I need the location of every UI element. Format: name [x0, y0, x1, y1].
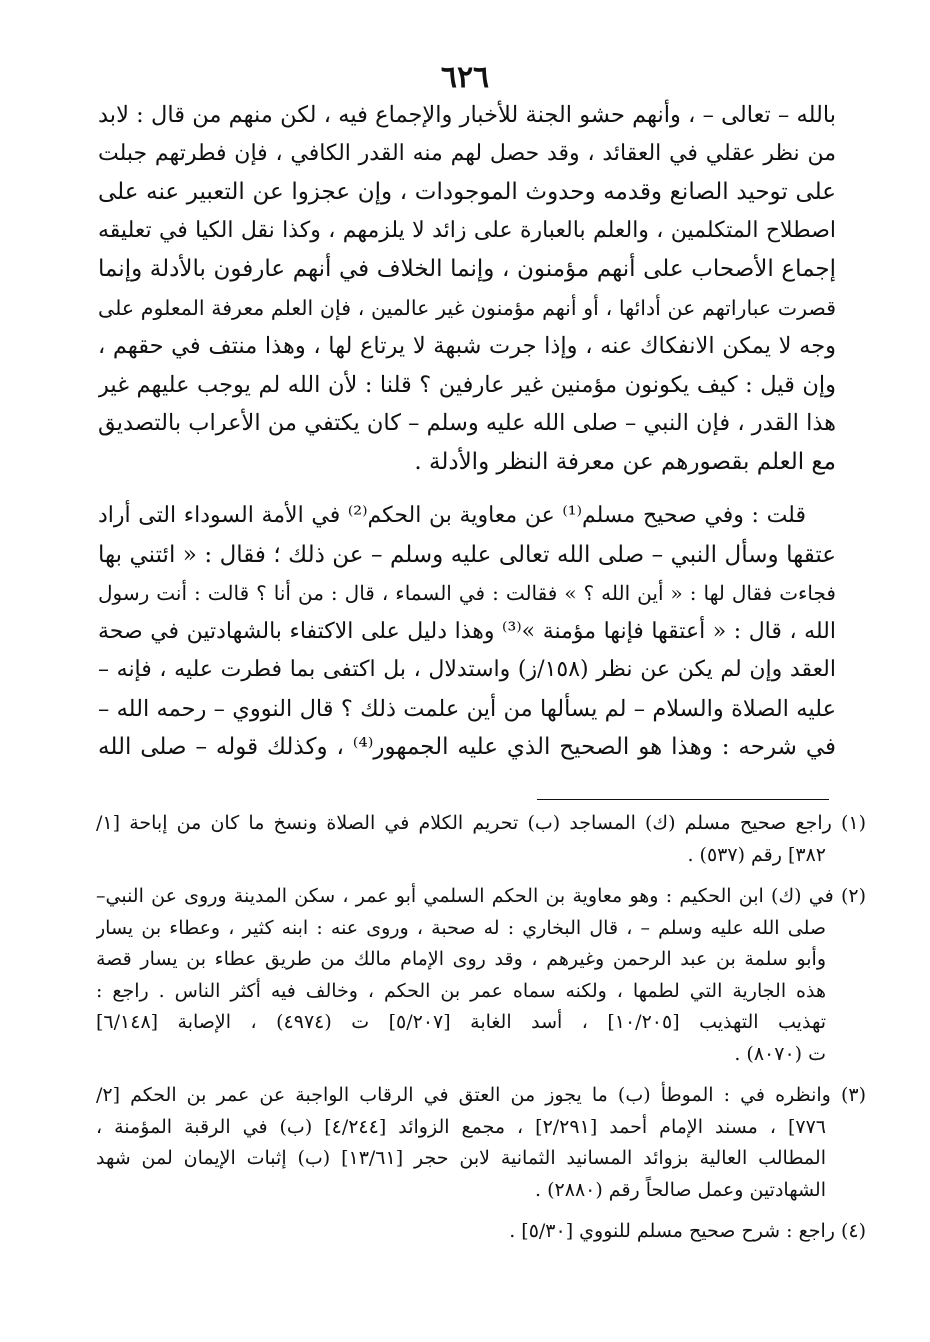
footnote-line: (٣) وانظره في : الموطأ (ب) ما يجوز من العتق في الرقاب الواجبة عن عمر بن الحكم [٢/: [96, 1084, 866, 1106]
footnote-line: صلى الله عليه وسلم – ، قال البخاري : له صحبة ، وروى عنه : ابنه كثير ، وعطاء بن يسار: [96, 916, 826, 939]
text-line: من نظر عقلي في العقائد ، وقد حصل لهم منه القدر الكافي ، فإن فطرتهم جبلت: [98, 140, 836, 166]
footnote-line: الشهادتين وعمل صالحاً رقم (٢٨٨٠) .: [535, 1178, 826, 1201]
text-line: إجماع الأصحاب على أنهم مؤمنون ، وإنما الخلاف في أنهم عارفون بالأدلة وإنما: [98, 256, 836, 282]
text-line: اصطلاح المتكلمين ، والعلم بالعبارة على زائد لا يلزمهم ، وكذا نقل الكيا في تعليقه: [98, 217, 836, 243]
text-line: في شرحه : وهذا هو الصحيح الذي عليه الجمهور⁽⁴⁾ ، وكذلك قوله – صلى الله: [98, 734, 836, 760]
footnote-line: ت (٨٠٧٠) .: [734, 1042, 826, 1065]
footnote-1: [96, 808, 866, 871]
text-line: هذا القدر ، فإن النبي – صلى الله عليه وسلم – كان يكتفي من الأعراب بالتصديق: [98, 410, 836, 436]
footnote-line: تهذيب التهذيب [١٠/٢٠٥] ، أسد الغابة [٥/٢٠٧] ت (٤٩٧٤) ، الإصابة [٦/١٤٨]: [96, 1011, 826, 1033]
text-line: الله ، قال : « أعتقها فإنها مؤمنة »⁽³⁾ وهذا دليل على الاكتفاء بالشهادتين في صحة: [98, 618, 836, 644]
footnote-line: المطالب العالية بزوائد المسانيد الثمانية لابن حجر [١٣/٦١] (ب) إثبات الإيمان لمن شهد: [96, 1147, 826, 1169]
footnote-3: [96, 1080, 866, 1206]
paragraph-1: [98, 96, 836, 481]
text-line: قصرت عباراتهم عن أدائها ، أو أنهم مؤمنون غير عالمين ، فإن العلم معرفة المعلوم على: [98, 295, 836, 320]
footnotes: [96, 808, 866, 1248]
text-line: وجه لا يمكن الانفكاك عنه ، وإذا جرت شبهة لا يرتاع لها ، وهذا منتف في حقهم ،: [98, 333, 836, 359]
text-line: العقد وإن لم يكن عن نظر (١٥٨/ز) واستدلال ، بل اكتفى بما فطرت عليه ، فإنه –: [98, 657, 836, 682]
text-line: وإن قيل : كيف يكونون مؤمنين غير عارفين ؟ قلنا : لأن الله لم يوجب عليهم غير: [98, 371, 836, 398]
footnote-line: (٢) في (ك) ابن الحكيم : وهو معاوية بن الحكم السلمي أبو عمر ، سكن المدينة وروى عن النبي–: [96, 885, 866, 907]
footnote-line: (٤) راجع : شرح صحيح مسلم للنووي [٥/٣٠] .: [509, 1220, 866, 1242]
main-text: [98, 96, 836, 767]
footnote-line: (١) راجع صحيح مسلم (ك) المساجد (ب) تحريم الكلام في الصلاة ونسخ ما كان من إباحة [١/: [96, 812, 866, 834]
text-line: على توحيد الصانع وقدمه وحدوث الموجودات ، وإن عجزوا عن التعبير عنه على: [98, 179, 836, 205]
text-line: بالله – تعالى – ، وأنهم حشو الجنة للأخبار والإجماع فيه ، لكن منهم من قال : لابد: [98, 102, 836, 128]
footnote-line: ٣٨٢] رقم (٥٣٧) .: [687, 843, 826, 866]
paragraph-2: [98, 497, 836, 767]
text-line: مع العلم بقصورهم عن معرفة النظر والأدلة .: [414, 448, 836, 475]
text-line: عتقها وسأل النبي – صلى الله تعالى عليه وسلم – عن ذلك ؛ فقال : « ائتني بها: [98, 541, 836, 568]
page-number: ٦٢٦: [440, 60, 490, 95]
footnote-line: وأبو سلمة بن عبد الرحمن وغيرهم ، وقد روى الإمام مالك من طريق عطاء بن يسار قصة: [96, 948, 826, 970]
text-line: قلت : وفي صحيح مسلم⁽¹⁾ عن معاوية بن الحكم⁽²⁾ في الأمة السوداء التى أراد: [98, 503, 806, 528]
footnote-2: [96, 881, 866, 1070]
footnote-separator: [537, 799, 829, 800]
footnote-line: ٧٧٦] ، مسند الإمام أحمد [٢/٢٩١] ، مجمع الزوائد [٤/٢٤٤] (ب) في الرقبة المؤمنة ،: [96, 1115, 826, 1138]
footnote-line: هذه الجارية التي لطمها ، ولكنه سماه عمر بن الحكم ، وخالف فيه أكثر الناس . راجع :: [96, 979, 826, 1002]
text-line: عليه الصلاة والسلام – لم يسألها من أين علمت ذلك ؟ قال النووي – رحمه الله –: [98, 695, 836, 722]
text-line: فجاءت فقال لها : « أين الله ؟ » فقالت : في السماء ، قال : من أنا ؟ قالت : أنت رسول: [98, 581, 836, 605]
footnote-4: [96, 1216, 866, 1248]
